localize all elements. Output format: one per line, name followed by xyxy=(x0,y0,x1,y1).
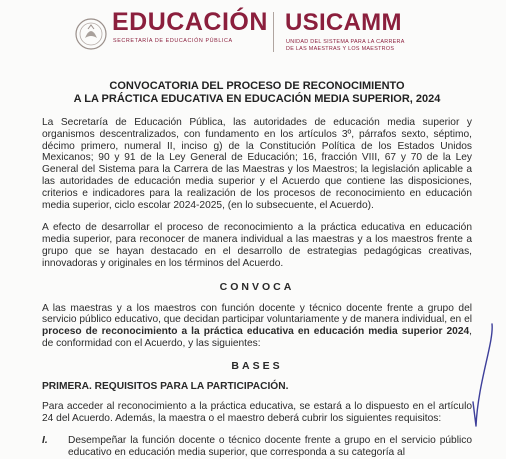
handwritten-signature-mark xyxy=(470,322,500,432)
document-header xyxy=(0,0,506,62)
mexico-seal-icon xyxy=(74,14,108,54)
title-line-1: CONVOCATORIA DEL PROCESO DE RECONOCIMIENTO xyxy=(109,80,405,92)
document-title xyxy=(42,80,472,106)
list-item-number: I. xyxy=(42,435,48,447)
paragraph-convocatoria-end: , de conformidad con el Acuerdo, y las siguientes: xyxy=(42,326,472,349)
paragraph-fundamento: La Secretaría de Educación Pública, las autoridades de educación media superior y organismos descentralizados, con fundamento en los artículos 3º, párrafos sexto, séptimo, décimo primero, numeral II, inciso g) de la Constitución Política de los Estados Unidos Mexicanos; 90 y 91 de la Ley General de Educación; 16, fracción VIII, 67 y 70 de la Ley General del Sistema para la Carrera de las Maestras y los Maestros; la legislación aplicable a las autoridades de educación media superior y el Acuerdo que contiene las disposiciones, criterios e indicadores para la realización de los procesos de reconocimiento en educación media superior, ciclo escolar 2024-2025, (en lo subsecuente, el Acuerdo). xyxy=(42,117,472,211)
educacion-logo-subtitle: SECRETARÍA DE EDUCACIÓN PÚBLICA xyxy=(113,38,233,44)
convoca-heading: CONVOCA xyxy=(219,280,295,293)
educacion-logo-title: EDUCACIÓN xyxy=(112,8,268,36)
paragraph-convocatoria-start: A las maestras y a los maestros con función docente y técnico docente frente a grupo del servicio público educativo, que decidan participar voluntariamente y de manera individual, en el xyxy=(42,302,472,326)
header-divider xyxy=(273,12,274,52)
paragraph-convocatoria-bold: proceso de reconocimiento a la práctica educativa en educación media superior 2024 xyxy=(42,326,470,338)
usicamm-logo-title: USICAMM xyxy=(285,9,402,36)
title-line-2: A LA PRÁCTICA EDUCATIVA EN EDUCACIÓN MEDIA SUPERIOR, 2024 xyxy=(73,93,441,105)
paragraph-requisitos: Para acceder al reconocimiento a la práctica educativa, se estará a lo dispuesto en el artículo 24 del Acuerdo. Además, la maestra o el maestro deberá cubrir los siguientes requisitos: xyxy=(42,400,472,424)
paragraph-convocatoria xyxy=(42,303,472,350)
usicamm-logo-subtitle: UNIDAD DEL SISTEMA PARA LA CARRERA DE LAS MAESTRAS Y LOS MAESTROS xyxy=(286,39,405,52)
bases-heading: BASES xyxy=(231,359,283,372)
paragraph-efecto: A efecto de desarrollar el proceso de reconocimiento a la práctica educativa en educación media superior, para reconocer de manera individual a las maestras y a los maestros frente a grupo que se hayan destacado en el desarrollo de estrategias pedagógicas creativas, innovadoras y originales en los términos del Acuerdo. xyxy=(42,222,472,269)
list-item xyxy=(42,435,472,459)
section-primera-heading: PRIMERA. REQUISITOS PARA LA PARTICIPACIÓN. xyxy=(42,380,289,392)
list-item-text: Desempeñar la función docente o técnico docente frente a grupo en el servicio público educativo en educación media superior, que corresponda a su categoría al xyxy=(68,435,472,459)
document-body xyxy=(42,80,472,459)
